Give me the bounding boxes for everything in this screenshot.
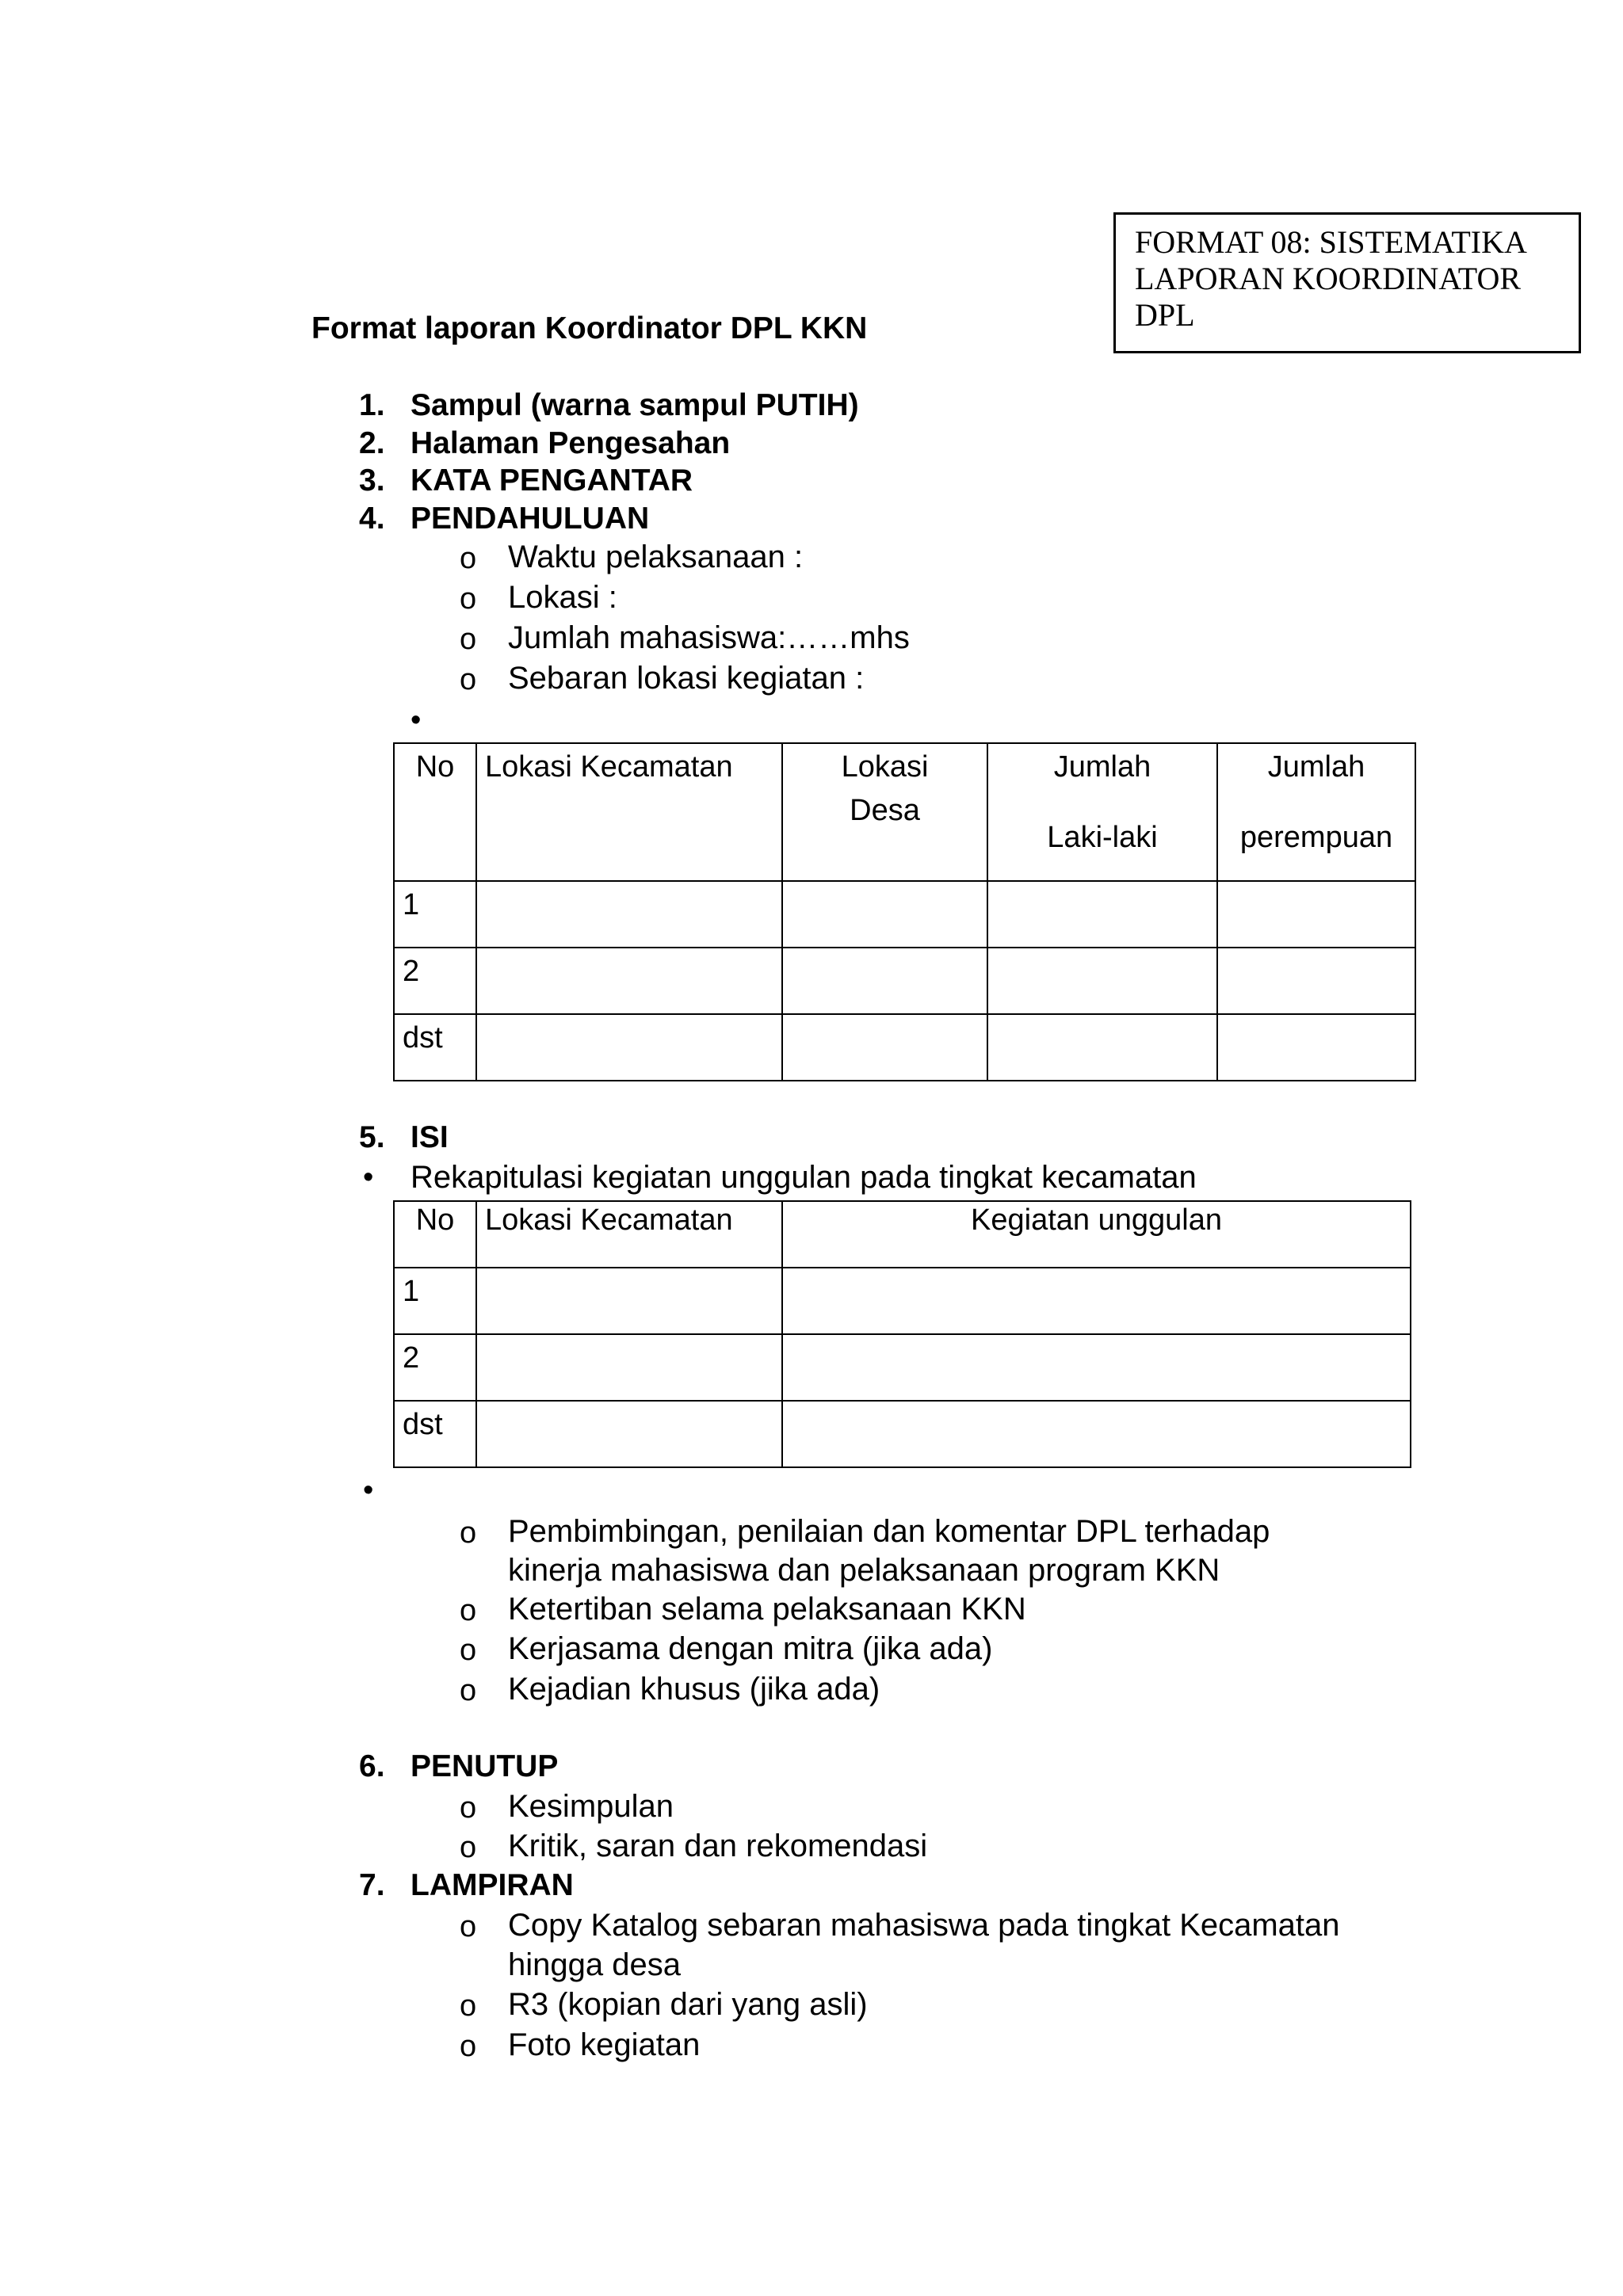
section-1-label: Sampul (warna sampul PUTIH) bbox=[411, 388, 859, 422]
section-5-label: ISI bbox=[411, 1120, 449, 1154]
section-7-label: LAMPIRAN bbox=[411, 1868, 574, 1902]
section-2-number: 2. bbox=[359, 426, 385, 460]
sub-bullet-marker: o bbox=[460, 623, 477, 656]
section-4-label: PENDAHULUAN bbox=[411, 502, 650, 536]
isi-item-continued: kinerja mahasiswa dan pelaksanaan program KKN bbox=[508, 1553, 1220, 1588]
kegiatan-unggulan-table bbox=[393, 1200, 1411, 1468]
penutup-item: Kesimpulan bbox=[508, 1789, 674, 1824]
table-row bbox=[394, 948, 1415, 1014]
lampiran-item-continued: hingga desa bbox=[508, 1947, 681, 1982]
sub-bullet-marker: o bbox=[460, 663, 477, 696]
table-row bbox=[394, 1334, 1411, 1401]
sub-bullet-marker: o bbox=[460, 2030, 477, 2063]
header-lokasi-kecamatan: Lokasi Kecamatan bbox=[476, 743, 782, 881]
empty-bullet: • bbox=[411, 704, 422, 737]
table-cell[interactable] bbox=[476, 948, 782, 1014]
header-lokasi-kecamatan: Lokasi Kecamatan bbox=[476, 1201, 782, 1268]
empty-bullet: • bbox=[363, 1474, 374, 1507]
header-jumlah-perempuan: Jumlah perempuan bbox=[1217, 743, 1415, 881]
section-3-label: KATA PENGANTAR bbox=[411, 463, 693, 498]
sebaran-lokasi-table bbox=[393, 742, 1416, 1081]
header-lokasi-desa: Lokasi Desa bbox=[782, 743, 987, 881]
header-jumlah-laki: Jumlah Laki-laki bbox=[987, 743, 1217, 881]
table-cell[interactable] bbox=[782, 1334, 1411, 1401]
section-1-number: 1. bbox=[359, 388, 385, 422]
isi-item: Kejadian khusus (jika ada) bbox=[508, 1672, 880, 1707]
sub-bullet-marker: o bbox=[460, 1516, 477, 1550]
isi-item: Pembimbingan, penilaian dan komentar DPL terhadap bbox=[508, 1514, 1270, 1549]
section-6-number: 6. bbox=[359, 1749, 385, 1783]
lampiran-item: Foto kegiatan bbox=[508, 2027, 701, 2062]
row-number: 2 bbox=[394, 948, 476, 1014]
sub-bullet-marker: o bbox=[460, 1594, 477, 1627]
format-label-box bbox=[1113, 212, 1581, 353]
pendahuluan-item: Lokasi : bbox=[508, 580, 617, 615]
sub-bullet-marker: o bbox=[460, 1831, 477, 1864]
table-cell[interactable] bbox=[782, 881, 987, 948]
row-number: 1 bbox=[394, 1268, 476, 1334]
table-row bbox=[394, 1268, 1411, 1334]
table-cell[interactable] bbox=[987, 1014, 1217, 1081]
lampiran-item: Copy Katalog sebaran mahasiswa pada tingkat Kecamatan bbox=[508, 1908, 1340, 1943]
sub-bullet-marker: o bbox=[460, 1910, 477, 1943]
pendahuluan-item: Sebaran lokasi kegiatan : bbox=[508, 661, 865, 696]
section-6-label: PENUTUP bbox=[411, 1749, 559, 1783]
row-number: 2 bbox=[394, 1334, 476, 1401]
header-no: No bbox=[394, 1201, 476, 1268]
section-7-number: 7. bbox=[359, 1868, 385, 1902]
table-cell[interactable] bbox=[782, 1268, 1411, 1334]
row-number: dst bbox=[394, 1014, 476, 1081]
table-cell[interactable] bbox=[476, 881, 782, 948]
penutup-item: Kritik, saran dan rekomendasi bbox=[508, 1829, 928, 1863]
table-cell[interactable] bbox=[476, 1401, 782, 1467]
section-3-number: 3. bbox=[359, 463, 385, 498]
format-line-3: DPL bbox=[1135, 297, 1195, 333]
row-number: dst bbox=[394, 1401, 476, 1467]
table-cell[interactable] bbox=[1217, 948, 1415, 1014]
isi-item: Ketertiban selama pelaksanaan KKN bbox=[508, 1592, 1026, 1627]
table-row bbox=[394, 1014, 1415, 1081]
table-cell[interactable] bbox=[1217, 881, 1415, 948]
row-number: 1 bbox=[394, 881, 476, 948]
sub-bullet-marker: o bbox=[460, 1634, 477, 1667]
format-line-2: LAPORAN KOORDINATOR bbox=[1135, 261, 1522, 296]
table-cell[interactable] bbox=[1217, 1014, 1415, 1081]
lampiran-item: R3 (kopian dari yang asli) bbox=[508, 1987, 868, 2022]
table-row bbox=[394, 1401, 1411, 1467]
table-cell[interactable] bbox=[476, 1268, 782, 1334]
table-header-row bbox=[394, 1201, 1411, 1268]
sub-bullet-marker: o bbox=[460, 1674, 477, 1707]
header-kegiatan-unggulan: Kegiatan unggulan bbox=[782, 1201, 1411, 1268]
sub-bullet-marker: o bbox=[460, 582, 477, 616]
section-5-number: 5. bbox=[359, 1120, 385, 1154]
table-cell[interactable] bbox=[987, 881, 1217, 948]
sub-bullet-marker: o bbox=[460, 1989, 477, 2023]
header-no: No bbox=[394, 743, 476, 881]
format-line-1: FORMAT 08: SISTEMATIKA bbox=[1135, 224, 1527, 260]
table-cell[interactable] bbox=[476, 1334, 782, 1401]
table-cell[interactable] bbox=[782, 1014, 987, 1081]
table-cell[interactable] bbox=[782, 948, 987, 1014]
pendahuluan-item: Jumlah mahasiswa:……mhs bbox=[508, 620, 910, 655]
rekapitulasi-text: Rekapitulasi kegiatan unggulan pada tingkat kecamatan bbox=[411, 1160, 1197, 1195]
table-header-row bbox=[394, 743, 1415, 881]
bullet-marker: • bbox=[363, 1161, 374, 1194]
section-2-label: Halaman Pengesahan bbox=[411, 426, 731, 460]
isi-item: Kerjasama dengan mitra (jika ada) bbox=[508, 1631, 993, 1666]
section-4-number: 4. bbox=[359, 502, 385, 536]
document-title: Format laporan Koordinator DPL KKN bbox=[311, 311, 868, 345]
sub-bullet-marker: o bbox=[460, 1791, 477, 1825]
table-cell[interactable] bbox=[782, 1401, 1411, 1467]
table-row bbox=[394, 881, 1415, 948]
table-cell[interactable] bbox=[476, 1014, 782, 1081]
sub-bullet-marker: o bbox=[460, 542, 477, 575]
table-cell[interactable] bbox=[987, 948, 1217, 1014]
pendahuluan-item: Waktu pelaksanaan : bbox=[508, 540, 804, 574]
